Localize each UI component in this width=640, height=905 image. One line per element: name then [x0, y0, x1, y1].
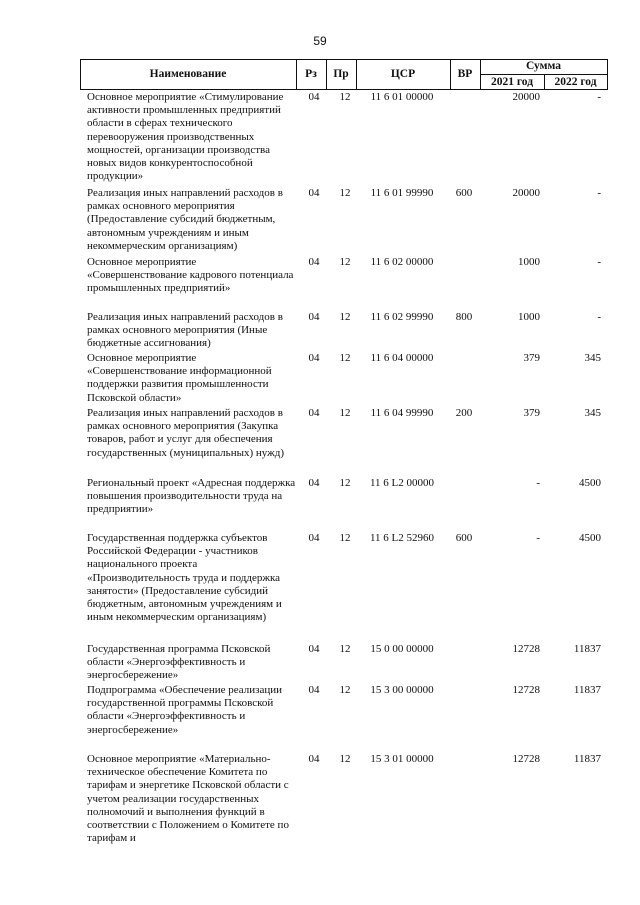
row-rz: 04	[308, 187, 320, 199]
row-vr: 800	[455, 311, 473, 323]
row-sum-2021: 20000	[512, 187, 540, 199]
page-number: 59	[313, 34, 327, 48]
row-rz: 04	[308, 407, 320, 419]
row-csr: 11 6 01 99990	[370, 187, 434, 199]
row-csr: 15 3 00 00000	[370, 684, 434, 696]
row-vr: 600	[455, 532, 473, 544]
row-csr: 11 6 04 99990	[370, 407, 434, 419]
row-name: Основное мероприятие «Совершенствование информационной поддержки развития промышленности Псковской области»	[87, 352, 272, 404]
row-sum-2022: 4500	[579, 532, 601, 544]
row-csr: 11 6 02 99990	[370, 311, 434, 323]
row-rz: 04	[308, 643, 320, 655]
row-name: Региональный проект «Адресная поддержка повышения производительности труда на предприятии»	[87, 477, 296, 516]
row-sum-2022: 4500	[579, 477, 601, 489]
row-rz: 04	[308, 256, 320, 268]
row-sum-2021: 12728	[512, 753, 540, 765]
header-year-2021: 2021 год	[490, 76, 534, 88]
header-sum: Сумма	[526, 60, 561, 72]
row-sum-2021: 12728	[512, 643, 540, 655]
header-vr: ВР	[457, 68, 473, 80]
row-rz: 04	[308, 684, 320, 696]
row-pr: 12	[339, 753, 351, 765]
row-name: Основное мероприятие «Стимулирование активности промышленных предприятий области в сферах технического перевооружения производственных мощностей, организации производства новых видов конкурентоспособной продукции»	[87, 91, 284, 183]
row-rz: 04	[308, 477, 320, 489]
row-name: Государственная программа Псковской области «Энергоэффективность и энергосбережение»	[87, 643, 271, 682]
row-sum-2022: 345	[584, 352, 601, 364]
row-pr: 12	[339, 311, 351, 323]
row-vr: 600	[455, 187, 473, 199]
header-name: Наименование	[149, 68, 227, 80]
row-csr: 15 0 00 00000	[370, 643, 434, 655]
table-header	[80, 59, 608, 90]
row-sum-2022: -	[597, 91, 601, 103]
row-vr: 200	[455, 407, 473, 419]
row-name: Основное мероприятие «Материально-техническое обеспечение Комитета по тарифам и энергетике Псковской области с учетом реализации государственных полномочий и выполнения функций в соответствии с Положением о Комитете по тарифам и	[87, 753, 289, 845]
row-csr: 11 6 01 00000	[370, 91, 434, 103]
row-rz: 04	[308, 532, 320, 544]
row-sum-2021: 379	[523, 407, 540, 419]
row-pr: 12	[339, 684, 351, 696]
row-pr: 12	[339, 407, 351, 419]
row-pr: 12	[339, 532, 351, 544]
row-csr: 11 6 02 00000	[370, 256, 434, 268]
row-sum-2021: -	[536, 532, 540, 544]
row-sum-2021: 1000	[518, 256, 540, 268]
header-pr: Пр	[333, 68, 349, 80]
row-sum-2022: 345	[584, 407, 601, 419]
row-csr: 11 6 L2 00000	[369, 477, 435, 489]
row-name: Государственная поддержка субъектов Российской Федерации - участников национального проекта «Производительность труда и поддержка занятости» (Предоставление субсидий бюджетным, автономным учреждениям и иным некоммерческим организациям)	[87, 532, 282, 624]
row-sum-2022: 11837	[573, 643, 601, 655]
row-sum-2021: 12728	[512, 684, 540, 696]
row-pr: 12	[339, 91, 351, 103]
row-sum-2021: -	[536, 477, 540, 489]
row-csr: 11 6 L2 52960	[369, 532, 435, 544]
row-sum-2022: -	[597, 256, 601, 268]
row-pr: 12	[339, 187, 351, 199]
header-rz: Рз	[305, 68, 317, 80]
row-name: Реализация иных направлений расходов в рамках основного мероприятия (Закупка товаров, работ и услуг для обеспечения государственных (муниципальных) нужд)	[87, 407, 284, 459]
row-rz: 04	[308, 753, 320, 765]
row-rz: 04	[308, 352, 320, 364]
header-bottom-rule	[80, 89, 608, 90]
row-csr: 11 6 04 00000	[370, 352, 434, 364]
row-sum-2022: 11837	[573, 753, 601, 765]
row-sum-2022: 11837	[573, 684, 601, 696]
row-rz: 04	[308, 91, 320, 103]
row-name: Реализация иных направлений расходов в рамках основного мероприятия (Иные бюджетные ассигнования)	[87, 311, 283, 350]
row-sum-2022: -	[597, 311, 601, 323]
row-sum-2021: 1000	[518, 311, 540, 323]
row-name: Основное мероприятие «Совершенствование кадрового потенциала промышленных предприятий»	[87, 256, 294, 295]
row-name: Реализация иных направлений расходов в рамках основного мероприятия (Предоставление субсидий бюджетным, автономным учреждениям и иным некоммерческим организациям)	[87, 187, 283, 252]
header-year-2022: 2022 год	[554, 76, 597, 88]
row-csr: 15 3 01 00000	[370, 753, 434, 765]
row-sum-2021: 20000	[512, 91, 540, 103]
row-name: Подпрограмма «Обеспечение реализации государственной программы Псковской области «Энергоэффективность и энергосбережение»	[87, 684, 282, 736]
row-pr: 12	[339, 256, 351, 268]
row-sum-2021: 379	[523, 352, 540, 364]
row-pr: 12	[339, 352, 351, 364]
row-pr: 12	[339, 477, 351, 489]
row-rz: 04	[308, 311, 320, 323]
header-csr: ЦСР	[390, 68, 416, 80]
row-pr: 12	[339, 643, 351, 655]
row-sum-2022: -	[597, 187, 601, 199]
